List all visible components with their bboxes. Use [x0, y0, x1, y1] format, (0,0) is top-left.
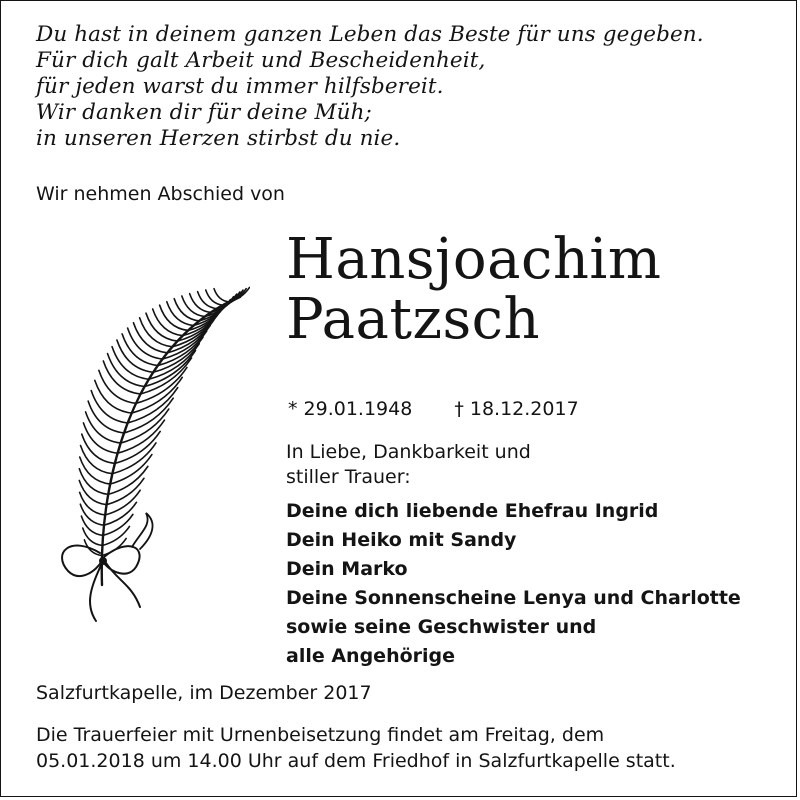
deceased-last-name: Paatzsch — [286, 287, 541, 352]
feather-leaflet — [174, 299, 199, 321]
poem-line: in unseren Herzen stirbst du nie. — [36, 126, 401, 151]
poem-line: Du hast in deinem ganzen Leben das Beste für uns gegeben. — [36, 22, 704, 47]
death-date: † 18.12.2017 — [454, 398, 579, 420]
family-member: sowie seine Geschwister und — [286, 616, 597, 638]
family-member: Deine dich liebende Ehefrau Ingrid — [286, 500, 659, 522]
funeral-service-info — [36, 722, 776, 774]
family-member: Deine Sonnenscheine Lenya und Charlotte — [286, 587, 741, 609]
deceased-name — [286, 227, 662, 352]
memorial-poem — [36, 22, 776, 152]
family-member: Dein Marko — [286, 558, 408, 580]
feather-leaflet — [118, 420, 165, 453]
feather-leaflet — [167, 302, 194, 326]
poem-line: Wir danken dir für deine Müh; — [36, 100, 372, 125]
family-list — [286, 497, 741, 671]
family-member: Dein Heiko mit Sandy — [286, 529, 517, 551]
palm-feather-with-ribbon-icon — [40, 285, 250, 625]
service-line: Die Trauerfeier mit Urnenbeisetzung findet am Freitag, dem — [36, 724, 605, 746]
farewell-intro: Wir nehmen Abschied von — [36, 183, 285, 205]
poem-line: für jeden warst du immer hilfsbereit. — [36, 74, 444, 99]
mourning-intro — [286, 440, 531, 490]
mourning-intro-line: stiller Trauer: — [286, 466, 411, 488]
poem-line: Für dich galt Arbeit und Bescheidenheit, — [36, 48, 486, 73]
mourning-intro-line: In Liebe, Dankbarkeit und — [286, 441, 531, 463]
feather-leaflet — [121, 409, 169, 443]
feather-leaflet — [214, 289, 229, 302]
service-line: 05.01.2018 um 14.00 Uhr auf dem Friedhof in Salzfurtkapelle statt. — [36, 750, 676, 772]
place-and-date: Salzfurtkapelle, im Dezember 2017 — [36, 682, 372, 704]
deceased-first-name: Hansjoachim — [286, 227, 662, 292]
family-member: alle Angehörige — [286, 645, 456, 667]
life-dates — [288, 396, 579, 422]
birth-date: * 29.01.1948 — [288, 398, 413, 420]
